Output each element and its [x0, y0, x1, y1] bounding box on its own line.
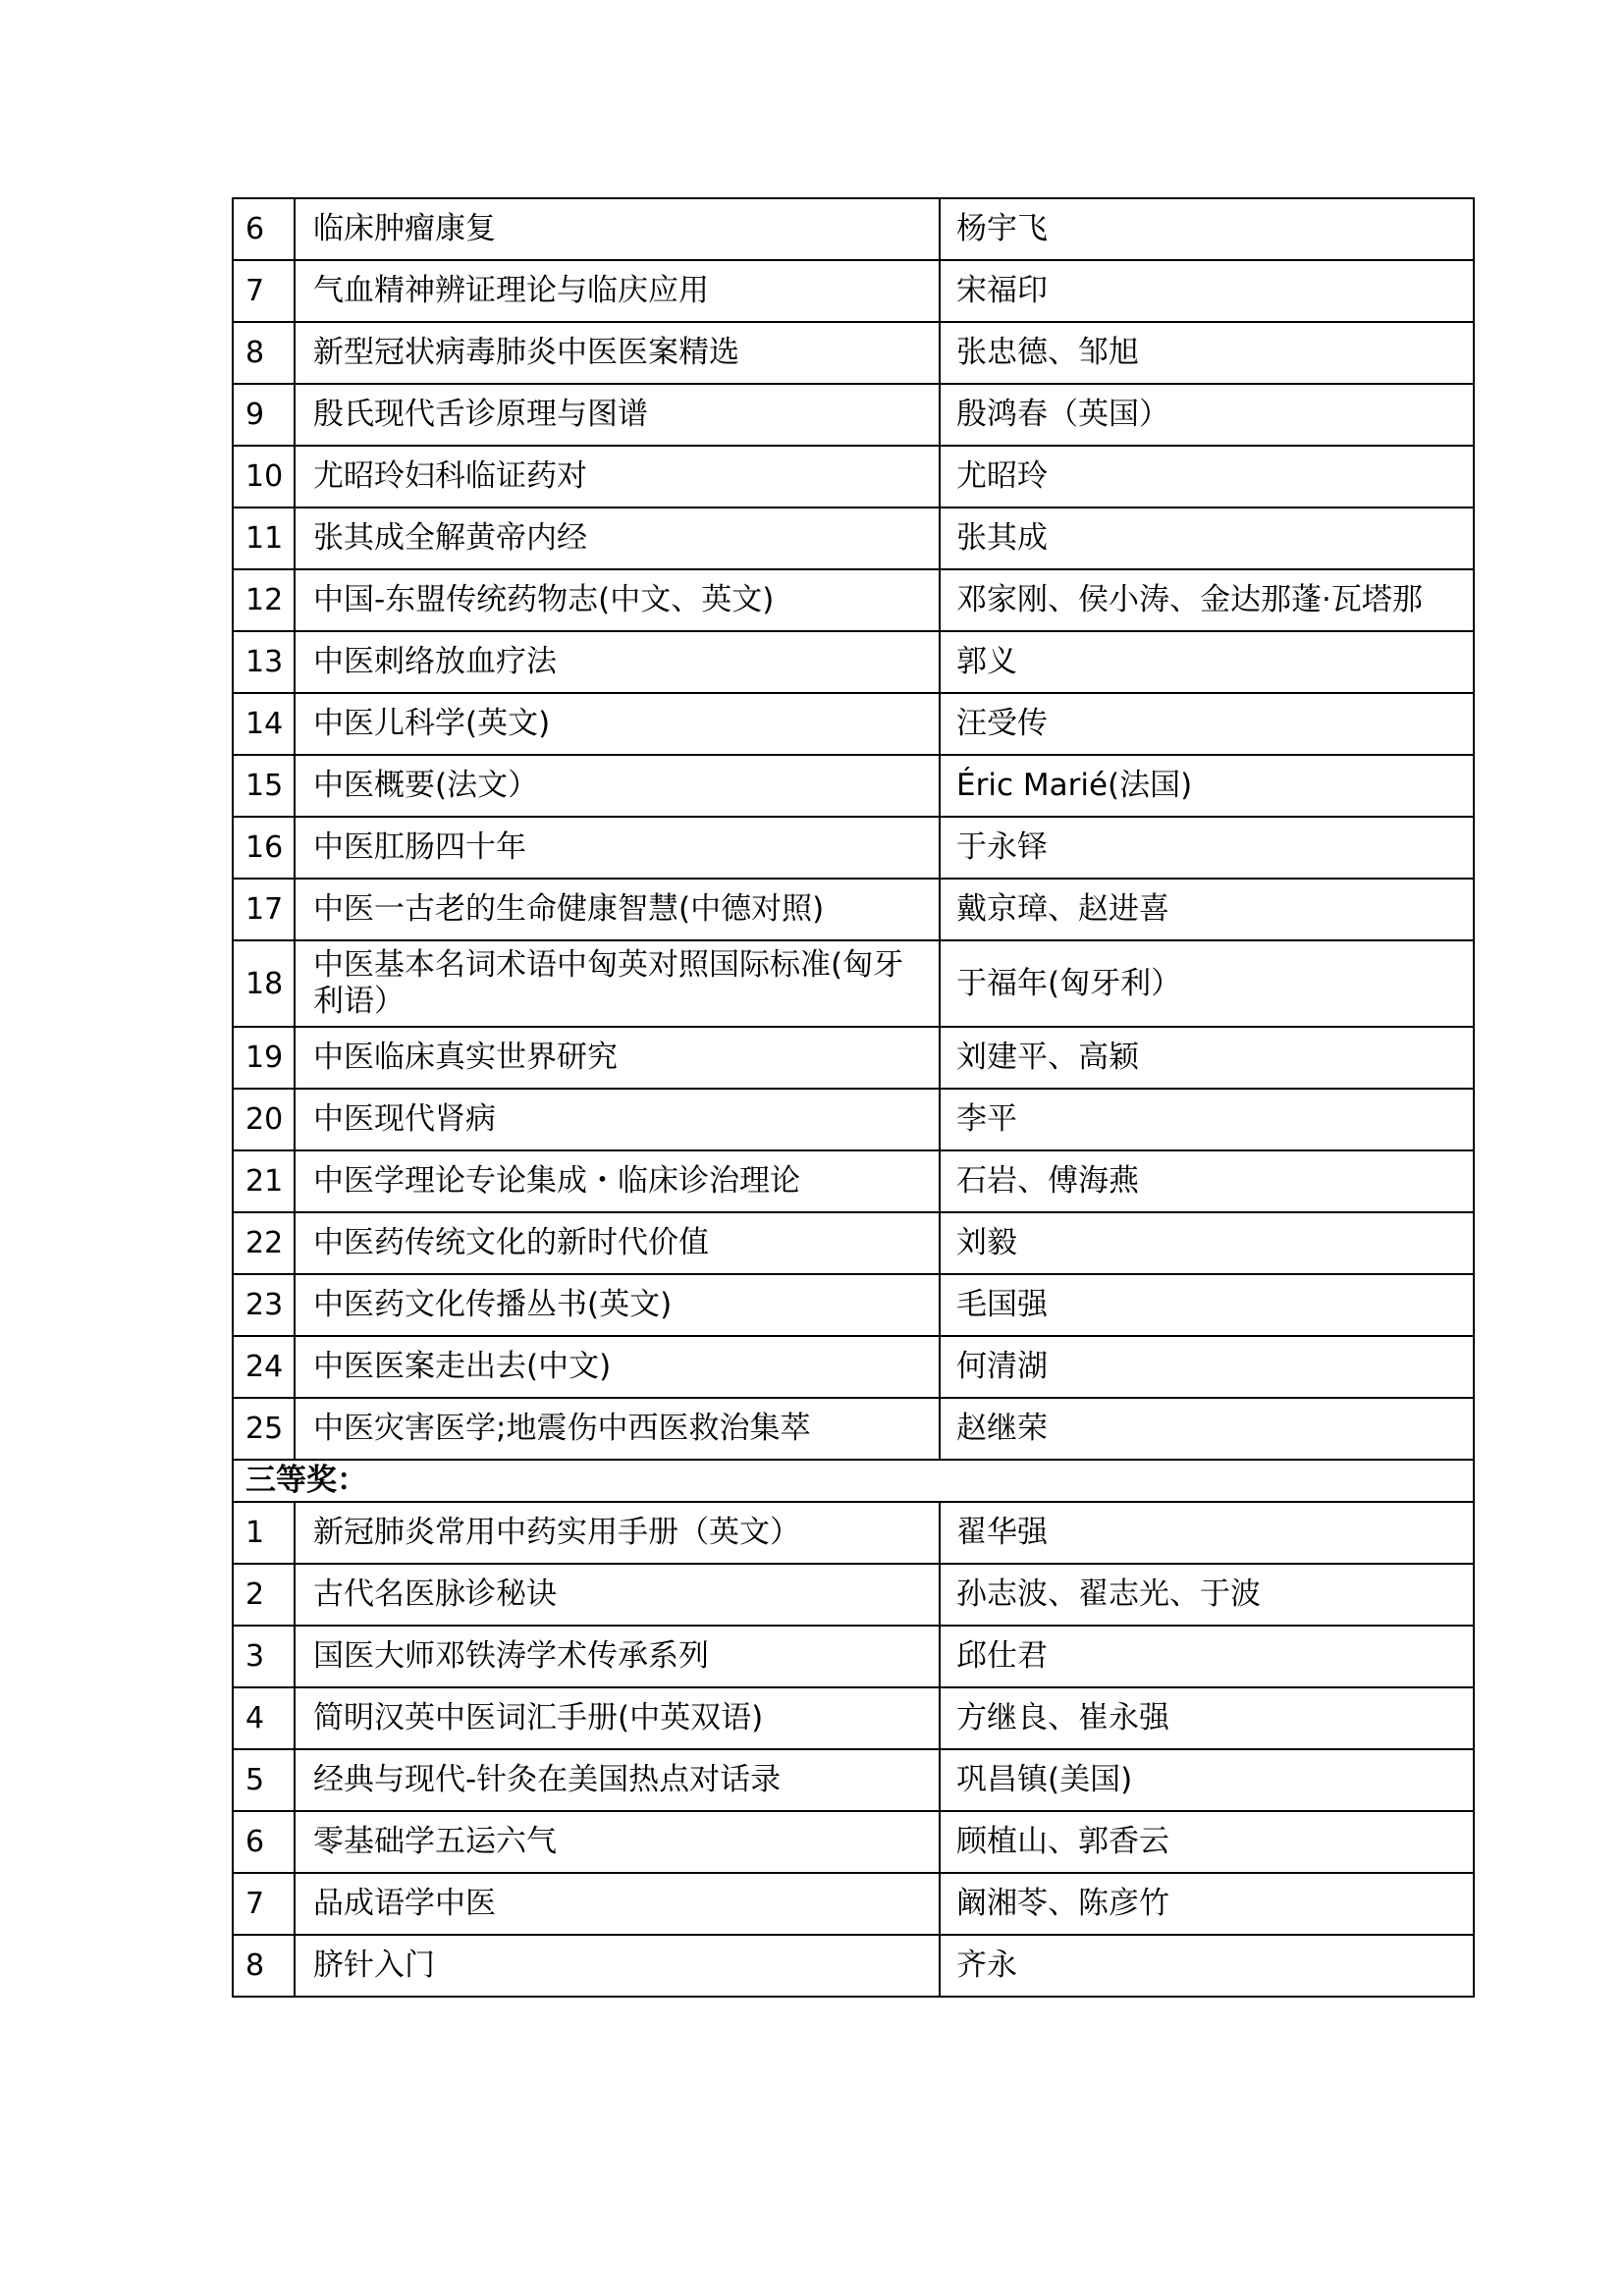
book-author: 翟华强 — [940, 1502, 1474, 1564]
book-title: 经典与现代-针灸在美国热点对话录 — [295, 1749, 940, 1811]
book-author: 李平 — [940, 1089, 1474, 1150]
row-number: 11 — [233, 507, 295, 569]
row-number: 6 — [233, 1811, 295, 1873]
book-title: 尤昭玲妇科临证药对 — [295, 446, 940, 507]
book-title: 简明汉英中医词汇手册(中英双语) — [295, 1687, 940, 1749]
table-row — [233, 1935, 1474, 1997]
row-number: 22 — [233, 1212, 295, 1274]
awards-table-body — [233, 198, 1474, 1997]
book-author: 石岩、傅海燕 — [940, 1150, 1474, 1212]
book-title: 中医学理论专论集成・临床诊治理论 — [295, 1150, 940, 1212]
table-row — [233, 1336, 1474, 1398]
book-author: 何清湖 — [940, 1336, 1474, 1398]
row-number: 24 — [233, 1336, 295, 1398]
book-title: 中国-东盟传统药物志(中文、英文) — [295, 569, 940, 631]
table-row — [233, 817, 1474, 879]
table-row — [233, 446, 1474, 507]
book-author: 于福年(匈牙利） — [940, 940, 1474, 1027]
book-title: 中医药传统文化的新时代价值 — [295, 1212, 940, 1274]
row-number: 16 — [233, 817, 295, 879]
book-author: 巩昌镇(美国) — [940, 1749, 1474, 1811]
book-author: 尤昭玲 — [940, 446, 1474, 507]
table-row — [233, 507, 1474, 569]
table-row — [233, 940, 1474, 1027]
book-title: 古代名医脉诊秘诀 — [295, 1564, 940, 1626]
table-row — [233, 631, 1474, 693]
book-title: 张其成全解黄帝内经 — [295, 507, 940, 569]
row-number: 5 — [233, 1749, 295, 1811]
table-row — [233, 1811, 1474, 1873]
book-title: 新型冠状病毒肺炎中医医案精选 — [295, 322, 940, 384]
book-title: 中医儿科学(英文) — [295, 693, 940, 755]
table-row — [233, 1873, 1474, 1935]
book-author: 殷鸿春（英国） — [940, 384, 1474, 446]
book-title: 脐针入门 — [295, 1935, 940, 1997]
book-author: 汪受传 — [940, 693, 1474, 755]
row-number: 20 — [233, 1089, 295, 1150]
book-title: 气血精神辨证理论与临庆应用 — [295, 260, 940, 322]
book-author: 刘建平、高颖 — [940, 1027, 1474, 1089]
table-row — [233, 260, 1474, 322]
row-number: 3 — [233, 1626, 295, 1687]
book-title: 中医基本名词术语中匈英对照国际标准(匈牙利语） — [295, 940, 940, 1027]
table-row — [233, 198, 1474, 260]
table-row — [233, 1502, 1474, 1564]
table-row — [233, 1089, 1474, 1150]
row-number: 8 — [233, 322, 295, 384]
book-author: 孙志波、翟志光、于波 — [940, 1564, 1474, 1626]
third-prize-heading: 三等奖： — [233, 1460, 1474, 1502]
table-row — [233, 1027, 1474, 1089]
book-author: Éric Marié(法国) — [940, 755, 1474, 817]
book-title: 新冠肺炎常用中药实用手册（英文） — [295, 1502, 940, 1564]
book-author: 邓家刚、侯小涛、金达那蓬·瓦塔那 — [940, 569, 1474, 631]
table-row — [233, 755, 1474, 817]
row-number: 15 — [233, 755, 295, 817]
table-row — [233, 322, 1474, 384]
row-number: 10 — [233, 446, 295, 507]
row-number: 1 — [233, 1502, 295, 1564]
awards-table — [232, 197, 1475, 1998]
book-author: 郭义 — [940, 631, 1474, 693]
book-author: 张忠德、邹旭 — [940, 322, 1474, 384]
book-title: 中医临床真实世界研究 — [295, 1027, 940, 1089]
book-title: 中医现代肾病 — [295, 1089, 940, 1150]
book-title: 零基础学五运六气 — [295, 1811, 940, 1873]
table-row — [233, 1274, 1474, 1336]
row-number: 4 — [233, 1687, 295, 1749]
row-number: 25 — [233, 1398, 295, 1460]
book-author: 邱仕君 — [940, 1626, 1474, 1687]
table-row — [233, 1150, 1474, 1212]
row-number: 2 — [233, 1564, 295, 1626]
table-row — [233, 1687, 1474, 1749]
row-number: 14 — [233, 693, 295, 755]
row-number: 21 — [233, 1150, 295, 1212]
table-row — [233, 1749, 1474, 1811]
book-title: 中医灾害医学;地震伤中西医救治集萃 — [295, 1398, 940, 1460]
section-heading-row — [233, 1460, 1474, 1502]
book-author: 张其成 — [940, 507, 1474, 569]
book-author: 戴京璋、赵进喜 — [940, 879, 1474, 940]
book-author: 阚湘苓、陈彦竹 — [940, 1873, 1474, 1935]
row-number: 18 — [233, 940, 295, 1027]
book-title: 中医医案走出去(中文) — [295, 1336, 940, 1398]
row-number: 7 — [233, 1873, 295, 1935]
book-author: 顾植山、郭香云 — [940, 1811, 1474, 1873]
row-number: 6 — [233, 198, 295, 260]
row-number: 13 — [233, 631, 295, 693]
book-author: 方继良、崔永强 — [940, 1687, 1474, 1749]
table-row — [233, 384, 1474, 446]
book-author: 宋福印 — [940, 260, 1474, 322]
table-row — [233, 1626, 1474, 1687]
table-row — [233, 1564, 1474, 1626]
row-number: 7 — [233, 260, 295, 322]
book-author: 齐永 — [940, 1935, 1474, 1997]
row-number: 12 — [233, 569, 295, 631]
book-title: 中医一古老的生命健康智慧(中德对照) — [295, 879, 940, 940]
book-title: 中医概要(法文） — [295, 755, 940, 817]
book-title: 中医肛肠四十年 — [295, 817, 940, 879]
book-author: 赵继荣 — [940, 1398, 1474, 1460]
row-number: 17 — [233, 879, 295, 940]
book-title: 中医刺络放血疗法 — [295, 631, 940, 693]
book-author: 杨宇飞 — [940, 198, 1474, 260]
row-number: 23 — [233, 1274, 295, 1336]
table-row — [233, 1398, 1474, 1460]
book-title: 中医药文化传播丛书(英文) — [295, 1274, 940, 1336]
row-number: 8 — [233, 1935, 295, 1997]
row-number: 9 — [233, 384, 295, 446]
book-author: 刘毅 — [940, 1212, 1474, 1274]
book-author: 毛国强 — [940, 1274, 1474, 1336]
book-title: 临床肿瘤康复 — [295, 198, 940, 260]
table-row — [233, 569, 1474, 631]
book-author: 于永铎 — [940, 817, 1474, 879]
table-row — [233, 693, 1474, 755]
table-row — [233, 879, 1474, 940]
table-row — [233, 1212, 1474, 1274]
book-title: 殷氏现代舌诊原理与图谱 — [295, 384, 940, 446]
row-number: 19 — [233, 1027, 295, 1089]
book-title: 品成语学中医 — [295, 1873, 940, 1935]
book-title: 国医大师邓铁涛学术传承系列 — [295, 1626, 940, 1687]
